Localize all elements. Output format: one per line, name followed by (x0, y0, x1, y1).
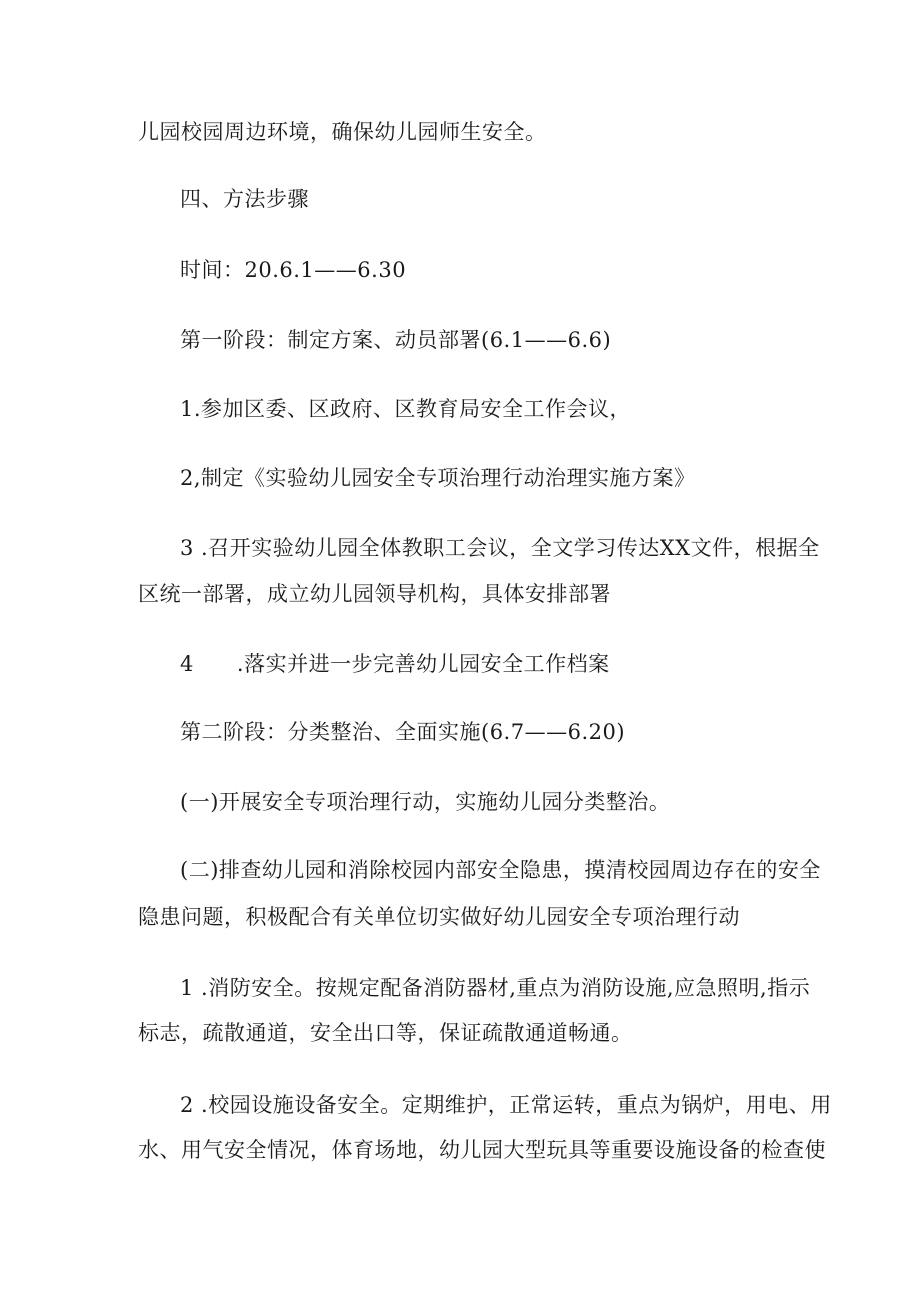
phase-heading: 第一阶段：制定方案、动员部署(6.1——6.6) (180, 328, 612, 352)
text-line: 标志，疏散通道，安全出口等，保证疏散通道畅通。 (138, 1021, 633, 1045)
text-line: 时间：20.6.1——6.30 (180, 258, 407, 282)
text-line: 2 .校园设施设备安全。定期维护，正常运转，重点为锅炉，用电、用 (180, 1093, 832, 1117)
text-line: (二)排查幼儿园和消除校园内部安全隐患，摸清校园周边存在的安全 (180, 858, 821, 882)
section-heading: 四、方法步骤 (180, 187, 309, 211)
text-line: 1 .消防安全。按规定配备消防器材,重点为消防设施,应急照明,指示 (180, 976, 811, 1000)
text-line: 2,制定《实验幼儿园安全专项治理行动治理实施方案》 (180, 466, 696, 490)
text-line: 水、用气安全情况，体育场地，幼儿园大型玩具等重要设施设备的检查使 (138, 1138, 826, 1162)
text-line: (一)开展安全专项治理行动，实施幼儿园分类整治。 (180, 790, 671, 814)
text-line: 1.参加区委、区政府、区教育局安全工作会议， (180, 397, 632, 421)
phase-heading: 第二阶段：分类整治、全面实施(6.7——6.20) (180, 720, 626, 744)
text-line: 4 .落实并进一步完善幼儿园安全工作档案 (180, 652, 610, 676)
text-line: 儿园校园周边环境，确保幼儿园师生安全。 (138, 120, 547, 144)
text-line: 区统一部署，成立幼儿园领导机构，具体安排部署 (138, 582, 611, 606)
text-line: 3 .召开实验幼儿园全体教职工会议，全文学习传达XX文件，根据全 (180, 536, 820, 560)
text-line: 隐患问题，积极配合有关单位切实做好幼儿园安全专项治理行动 (138, 905, 740, 929)
